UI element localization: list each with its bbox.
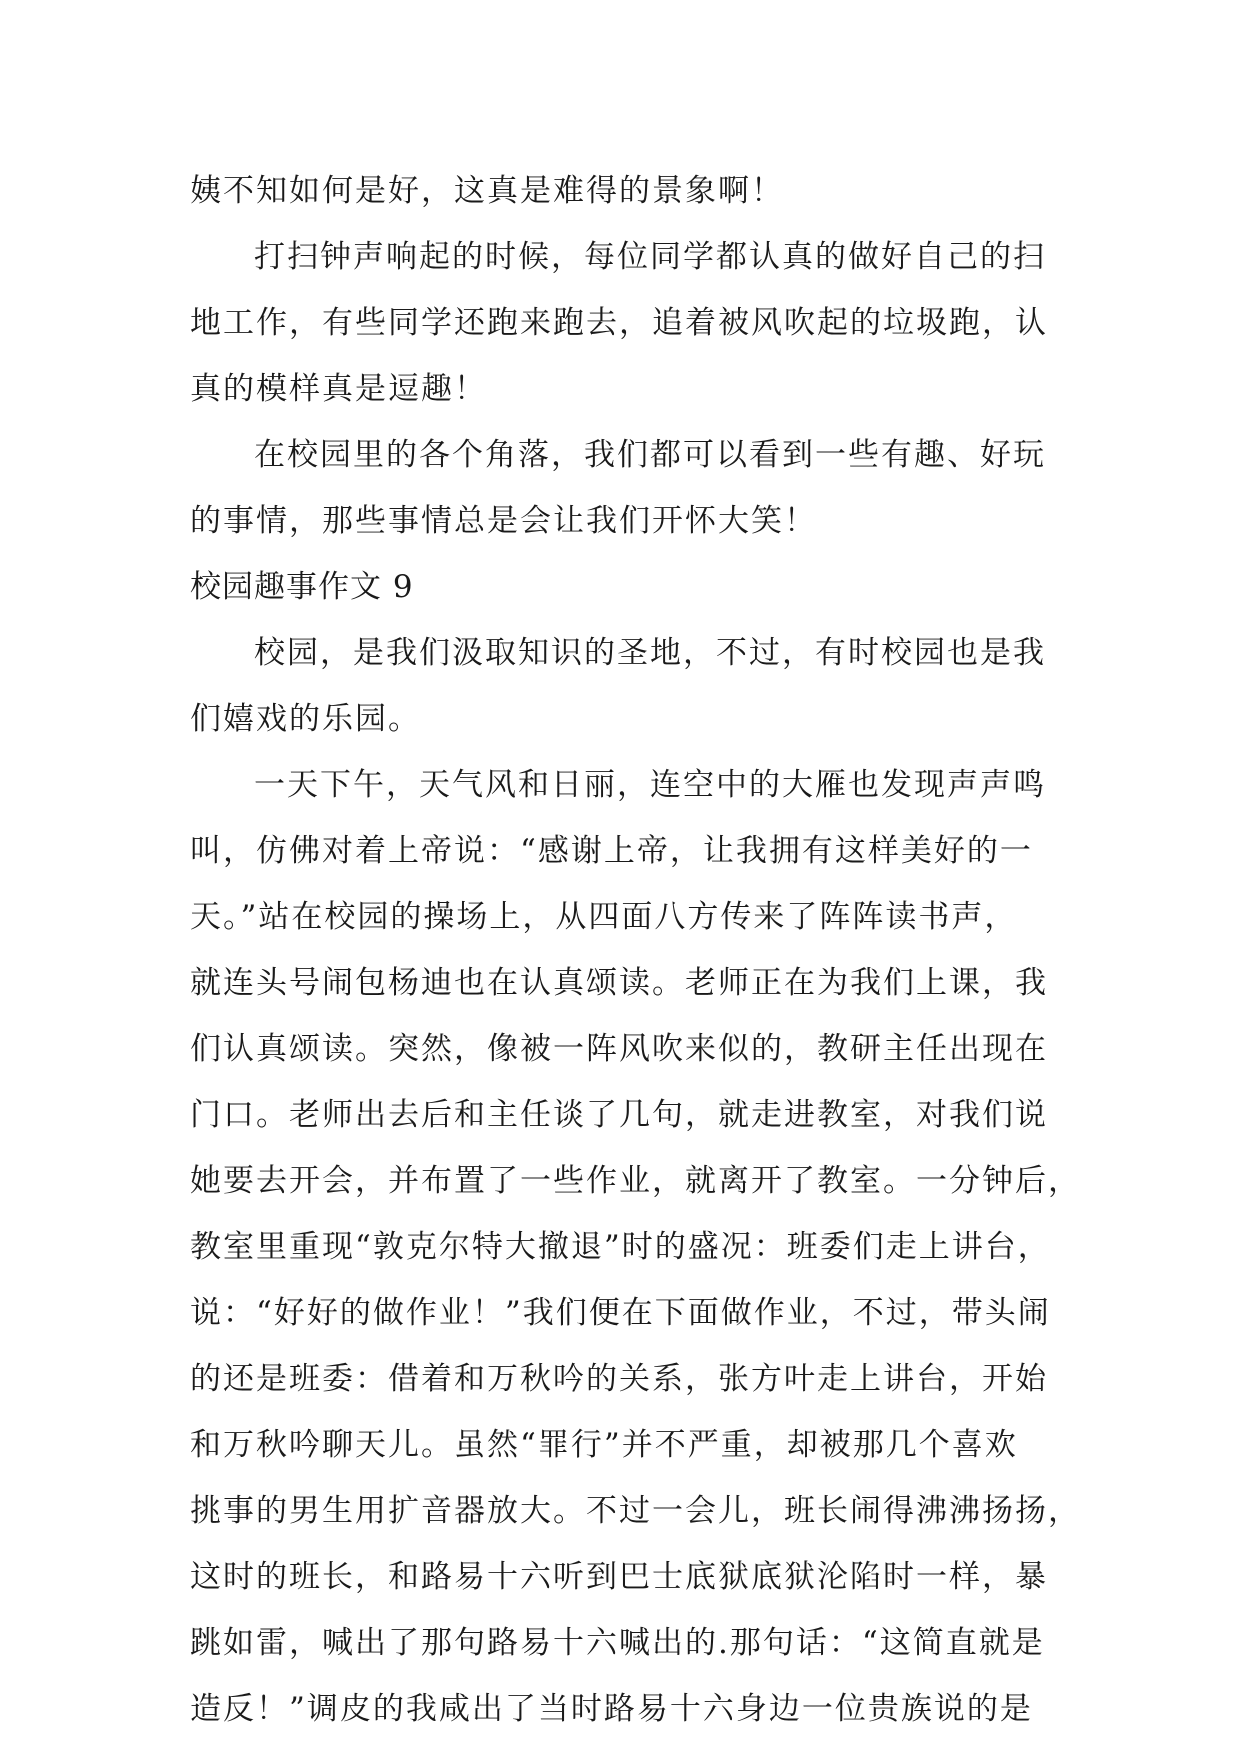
text-line: 在校园里的各个角落，我们都可以看到一些有趣、好玩 xyxy=(254,437,1046,473)
text-line: 一天下午，天气风和日丽，连空中的大雁也发现声声鸣 xyxy=(254,767,1046,803)
text-line: 跳如雷，喊出了那句路易十六喊出的.那句话：“这简直就是 xyxy=(190,1625,1045,1661)
text-line: 姨不知如何是好，这真是难得的景象啊！ xyxy=(190,173,784,209)
text-line: 和万秋吟聊天儿。虽然“罪行”并不严重，却被那几个喜欢 xyxy=(190,1427,1018,1463)
text-line: 地工作，有些同学还跑来跑去，追着被风吹起的垃圾跑，认 xyxy=(190,305,1048,341)
text-line: 门口。老师出去后和主任谈了几句，就走进教室，对我们说 xyxy=(190,1097,1048,1133)
text-line: 的事情，那些事情总是会让我们开怀大笑！ xyxy=(190,503,817,539)
text-line: 就连头号闹包杨迪也在认真颂读。老师正在为我们上课，我 xyxy=(190,965,1048,1001)
text-line: 这时的班长，和路易十六听到巴士底狱底狱沦陷时一样，暴 xyxy=(190,1559,1048,1595)
text-line: 真的模样真是逗趣！ xyxy=(190,371,487,407)
text-line: 校园，是我们汲取知识的圣地，不过，有时校园也是我 xyxy=(254,635,1046,671)
text-line: 打扫钟声响起的时候，每位同学都认真的做好自己的扫 xyxy=(254,239,1046,275)
text-line: 的还是班委：借着和万秋吟的关系，张方叶走上讲台，开始 xyxy=(190,1361,1048,1397)
text-line: 教室里重现“敦克尔特大撤退”时的盛况：班委们走上讲台， xyxy=(190,1229,1051,1265)
text-line: 天。”站在校园的操场上，从四面八方传来了阵阵读书声， xyxy=(190,899,1018,935)
text-line: 叫，仿佛对着上帝说：“感谢上帝，让我拥有这样美好的一 xyxy=(190,833,1033,869)
document-page xyxy=(190,158,1081,1742)
text-line: 们嬉戏的乐园。 xyxy=(190,701,421,737)
section-heading: 校园趣事作文 9 xyxy=(190,569,414,605)
text-line: 挑事的男生用扩音器放大。不过一会儿，班长闹得沸沸扬扬， xyxy=(190,1493,1081,1529)
text-line: 她要去开会，并布置了一些作业，就离开了教室。一分钟后， xyxy=(190,1163,1081,1199)
text-line: 造反！”调皮的我咸出了当时路易十六身边一位贵族说的是 xyxy=(190,1691,1033,1727)
text-line: 说：“好好的做作业！”我们便在下面做作业，不过，带头闹 xyxy=(190,1295,1051,1331)
text-line: 们认真颂读。突然，像被一阵风吹来似的，教研主任出现在 xyxy=(190,1031,1048,1067)
